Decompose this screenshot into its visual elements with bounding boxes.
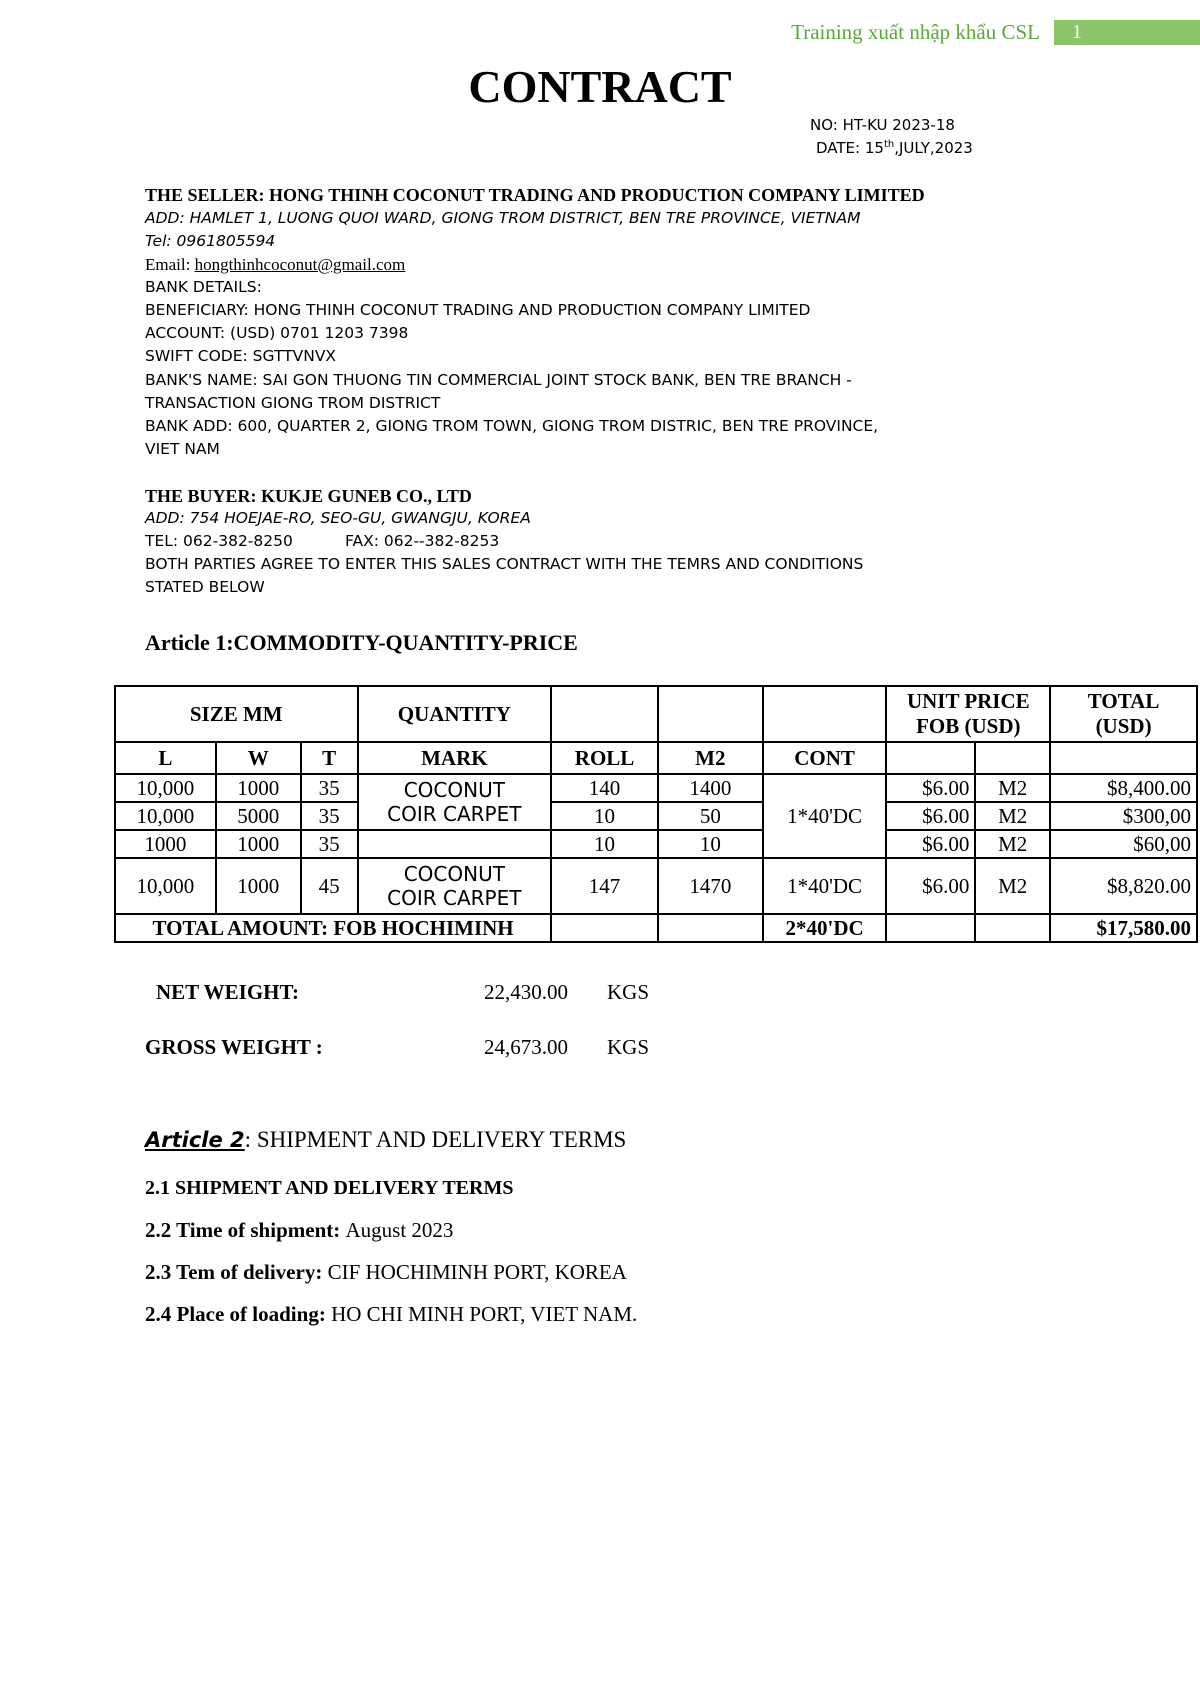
cell-m2: 1470 (658, 858, 763, 914)
cell-w: 1000 (216, 774, 301, 802)
total-amount-label: TOTAL AMOUNT: FOB HOCHIMINH (115, 914, 551, 942)
header-mark: MARK (358, 742, 552, 774)
cell-w: 1000 (216, 858, 301, 914)
cell-t: 35 (301, 830, 358, 858)
table-total-row (115, 914, 1197, 942)
total-line2: (USD) (1095, 714, 1152, 738)
header-quantity: QUANTITY (358, 686, 552, 742)
cell-total: $8,400.00 (1050, 774, 1197, 802)
header-m2: M2 (658, 742, 763, 774)
page-number: 1 (1054, 20, 1200, 45)
header-size-mm: SIZE MM (115, 686, 358, 742)
article2-item1: 2.1 SHIPMENT AND DELIVERY TERMS (145, 1177, 514, 1199)
article2-item2 (145, 1218, 453, 1243)
bank-details-label: BANK DETAILS: (145, 278, 262, 296)
cell-l: 10,000 (115, 858, 216, 914)
total-blank-1 (551, 914, 658, 942)
header-blank-3 (763, 686, 887, 742)
total-line1: TOTAL (1087, 689, 1160, 713)
header-training-text: Training xuất nhập khẩu CSL (791, 20, 1040, 44)
item4-label: 2.4 Place of loading: (145, 1302, 332, 1326)
item3-label: 2.3 Tem of delivery: (145, 1260, 328, 1284)
seller-email-line (145, 255, 405, 275)
cell-price: $6.00 (886, 802, 975, 830)
cell-m2: 50 (658, 802, 763, 830)
bank-address-line1: BANK ADD: 600, QUARTER 2, GIONG TROM TOWN, GIONG TROM DISTRIC, BEN TRE PROVINCE, (145, 417, 879, 435)
cell-roll: 10 (551, 830, 658, 858)
cell-total: $8,820.00 (1050, 858, 1197, 914)
total-blank-3 (886, 914, 975, 942)
total-amount-value: $17,580.00 (1050, 914, 1197, 942)
cell-total: $300,00 (1050, 802, 1197, 830)
cell-unit: M2 (975, 830, 1050, 858)
header-w: W (216, 742, 301, 774)
seller-address: ADD: HAMLET 1, LUONG QUOI WARD, GIONG TROM DISTRICT, BEN TRE PROVINCE, VIETNAM (145, 209, 861, 227)
mark2-line2: COIR CARPET (387, 886, 522, 910)
cell-cont-group2: 1*40'DC (763, 858, 887, 914)
total-blank-4 (975, 914, 1050, 942)
contract-date (816, 139, 973, 157)
net-weight-value: 22,430.00 (484, 980, 568, 1004)
agreement-line1: BOTH PARTIES AGREE TO ENTER THIS SALES CONTRACT WITH THE TEMRS AND CONDITIONS (145, 555, 864, 573)
article2-colon: : (244, 1127, 257, 1152)
cell-unit: M2 (975, 802, 1050, 830)
cell-t: 35 (301, 802, 358, 830)
article1-heading: Article 1:COMMODITY-QUANTITY-PRICE (145, 630, 578, 655)
bank-name-line2: TRANSACTION GIONG TROM DISTRICT (145, 394, 441, 412)
beneficiary: BENEFICIARY: HONG THINH COCONUT TRADING AND PRODUCTION COMPANY LIMITED (145, 301, 811, 319)
cell-t: 45 (301, 858, 358, 914)
gross-weight-label: GROSS WEIGHT : (145, 1035, 323, 1059)
agreement-line2: STATED BELOW (145, 578, 265, 596)
cell-roll: 140 (551, 774, 658, 802)
header-blank-2 (658, 686, 763, 742)
cell-l: 1000 (115, 830, 216, 858)
cell-t: 35 (301, 774, 358, 802)
buyer-address: ADD: 754 HOEJAE-RO, SEO-GU, GWANGJU, KOREA (145, 509, 531, 527)
table-row (115, 858, 1197, 914)
cell-unit: M2 (975, 774, 1050, 802)
table-row (115, 830, 1197, 858)
article2-heading (145, 1127, 626, 1153)
date-sup: th (883, 139, 895, 150)
gross-weight-unit: KGS (607, 1035, 650, 1059)
date-suffix: ,JULY,2023 (894, 139, 973, 157)
item3-value: CIF HOCHIMINH PORT, KOREA (327, 1260, 627, 1284)
account: ACCOUNT: (USD) 0701 1203 7398 (145, 324, 409, 342)
swift-code: SWIFT CODE: SGTTVNVX (145, 347, 337, 365)
net-weight-label: NET WEIGHT: (156, 980, 299, 1004)
email-label: Email: (145, 255, 195, 274)
cell-price: $6.00 (886, 774, 975, 802)
header-cont: CONT (763, 742, 887, 774)
total-blank-2 (658, 914, 763, 942)
cell-price: $6.00 (886, 830, 975, 858)
seller-heading: THE SELLER: HONG THINH COCONUT TRADING AND PRODUCTION COMPANY LIMITED (145, 185, 925, 205)
header-blank-4 (886, 742, 975, 774)
article2-title: SHIPMENT AND DELIVERY TERMS (256, 1127, 627, 1152)
date-prefix: DATE: 15 (816, 139, 884, 157)
cell-total: $60,00 (1050, 830, 1197, 858)
mark2-line1: COCONUT (403, 862, 505, 886)
header-total (1050, 686, 1197, 742)
document-title: CONTRACT (468, 61, 732, 112)
article2-item3 (145, 1260, 627, 1285)
header-l: L (115, 742, 216, 774)
cell-w: 5000 (216, 802, 301, 830)
table-row (115, 802, 1197, 830)
article2-item4 (145, 1302, 637, 1327)
cell-mark-group1 (358, 774, 552, 830)
item2-label: 2.2 Time of shipment: (145, 1218, 346, 1242)
header-blank-1 (551, 686, 658, 742)
bank-address-line2: VIET NAM (145, 440, 220, 458)
gross-weight-value: 24,673.00 (484, 1035, 568, 1059)
mark-line1: COCONUT (403, 778, 505, 802)
cell-w: 1000 (216, 830, 301, 858)
cell-roll: 10 (551, 802, 658, 830)
header-blank-6 (1050, 742, 1197, 774)
cell-m2: 10 (658, 830, 763, 858)
header-unit-price (886, 686, 1050, 742)
item4-value: HO CHI MINH PORT, VIET NAM. (331, 1302, 638, 1326)
buyer-tel: TEL: 062-382-8250 (145, 532, 293, 550)
cell-mark-empty (358, 830, 552, 858)
seller-tel: Tel: 0961805594 (145, 232, 276, 250)
page-header (0, 18, 1200, 46)
cell-unit: M2 (975, 858, 1050, 914)
cell-l: 10,000 (115, 802, 216, 830)
unit-price-line2: FOB (USD) (916, 714, 1021, 738)
header-t: T (301, 742, 358, 774)
cell-l: 10,000 (115, 774, 216, 802)
buyer-heading: THE BUYER: KUKJE GUNEB CO., LTD (145, 486, 472, 506)
header-roll: ROLL (551, 742, 658, 774)
table-row (115, 774, 1197, 802)
bank-name-line1: BANK'S NAME: SAI GON THUONG TIN COMMERCIAL JOINT STOCK BANK, BEN TRE BRANCH - (145, 371, 852, 389)
unit-price-line1: UNIT PRICE (906, 689, 1030, 713)
seller-email-link[interactable]: hongthinhcoconut@gmail.com (194, 255, 406, 274)
cell-price: $6.00 (886, 858, 975, 914)
commodity-table (114, 685, 1198, 943)
item2-value: August 2023 (345, 1218, 454, 1242)
cell-m2: 1400 (658, 774, 763, 802)
net-weight-unit: KGS (607, 980, 650, 1004)
cell-mark-group2 (358, 858, 552, 914)
cell-cont-group1: 1*40'DC (763, 774, 887, 858)
mark-line2: COIR CARPET (387, 802, 522, 826)
buyer-fax: FAX: 062--382-8253 (345, 532, 500, 550)
cell-roll: 147 (551, 858, 658, 914)
total-cont: 2*40'DC (763, 914, 887, 942)
header-blank-5 (975, 742, 1050, 774)
article2-label: Article 2 (145, 1128, 245, 1152)
contract-number: NO: HT-KU 2023-18 (810, 116, 955, 134)
